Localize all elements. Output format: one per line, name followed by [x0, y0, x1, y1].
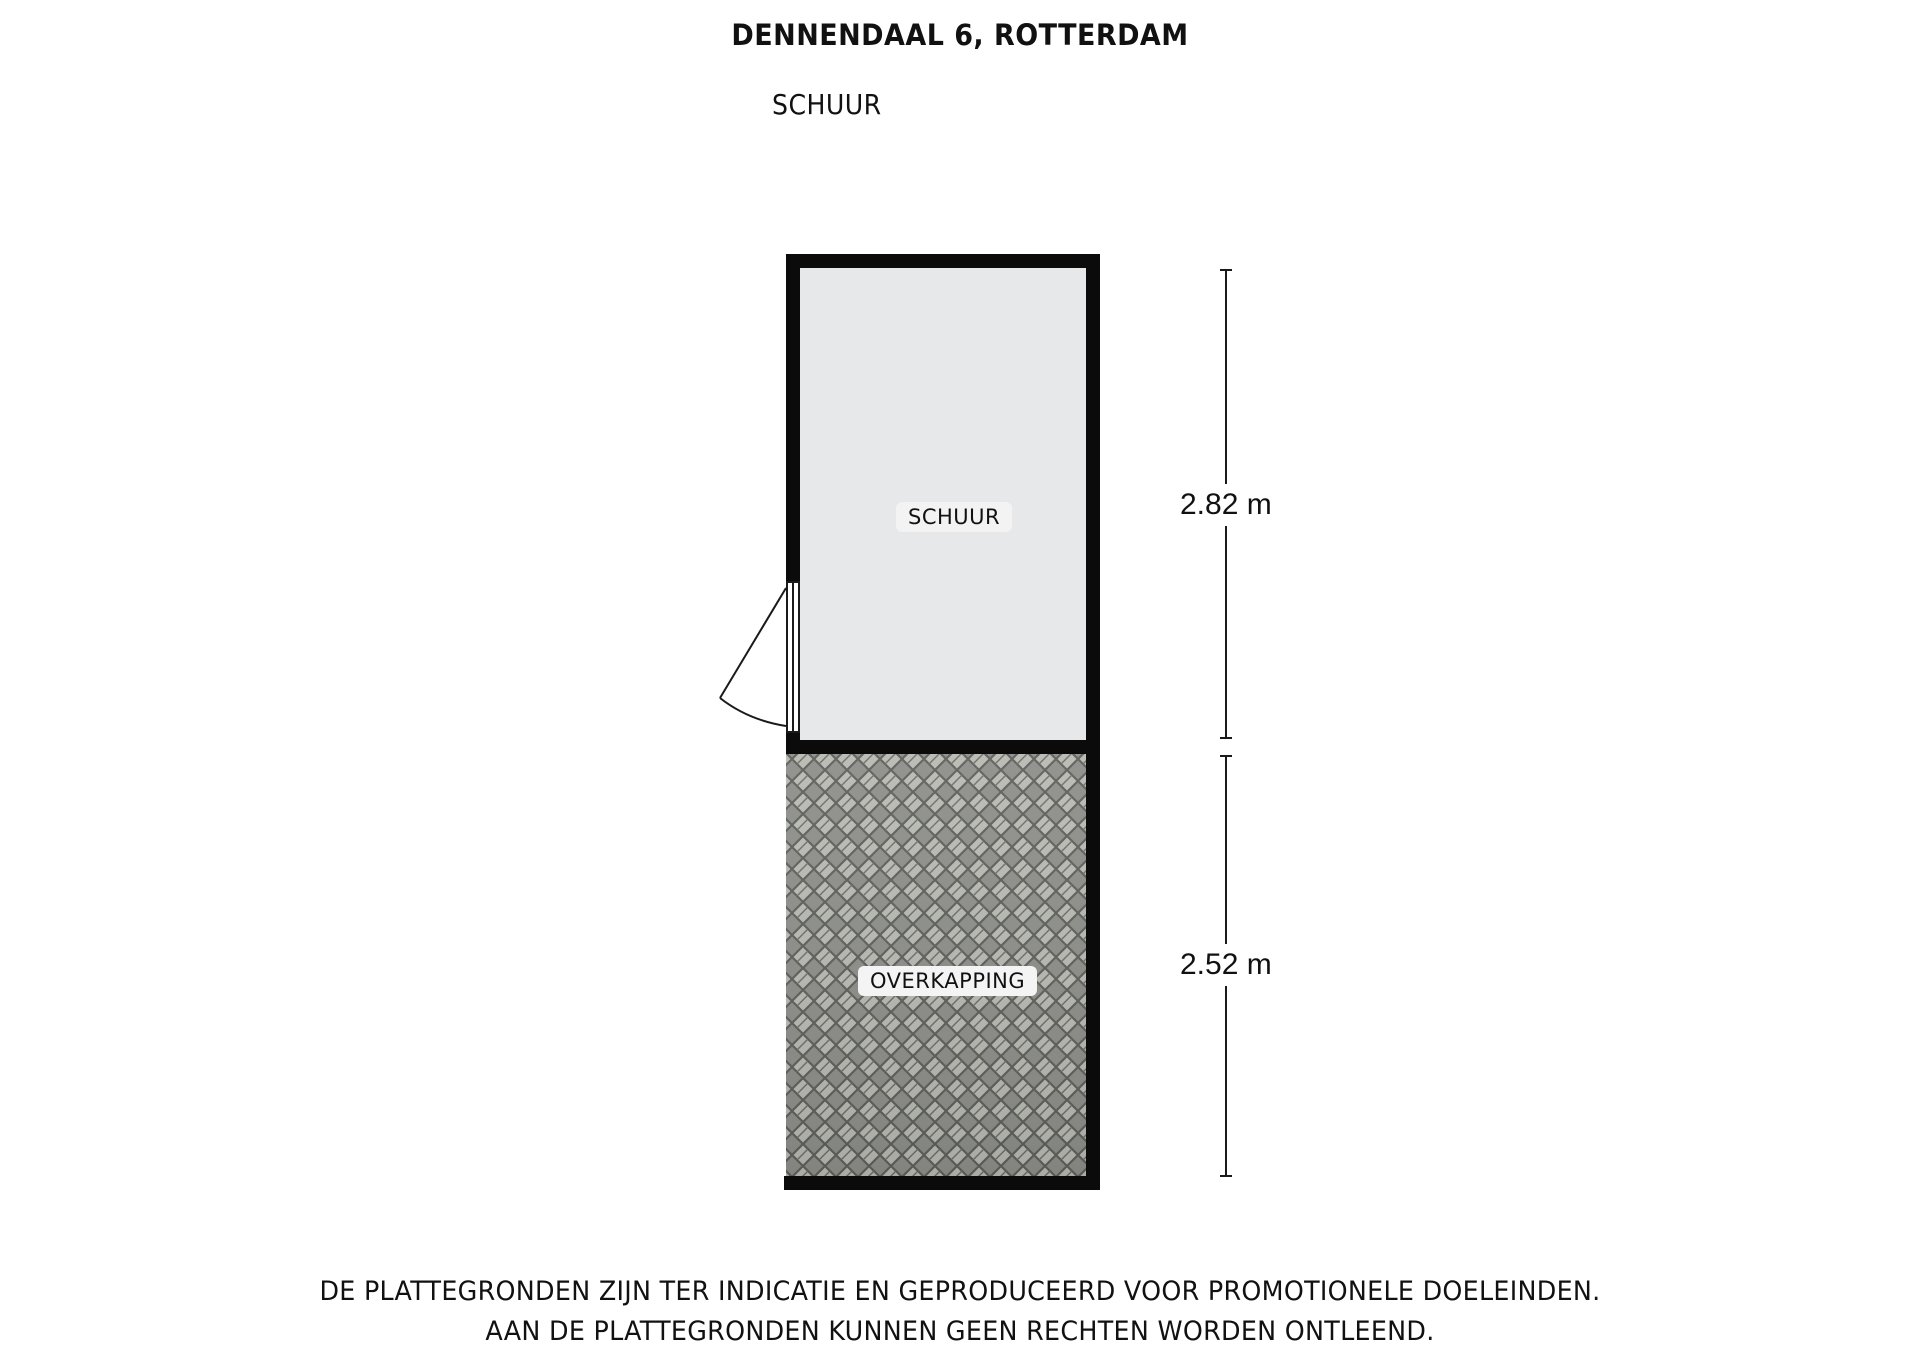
door-leaf — [720, 588, 786, 698]
door-swing-arc — [720, 698, 786, 726]
disclaimer-line-2: AAN DE PLATTEGRONDEN KUNNEN GEEN RECHTEN WORDEN ONTLEEND. — [485, 1316, 1435, 1347]
room-label-overkapping: OVERKAPPING — [858, 966, 1037, 996]
wall-middle — [786, 740, 1100, 754]
wall-top — [786, 254, 1100, 268]
page-title: DENNENDAAL 6, ROTTERDAM — [731, 18, 1189, 52]
door — [720, 582, 799, 732]
room-label-schuur: SCHUUR — [896, 502, 1012, 532]
disclaimer-line-1: DE PLATTEGRONDEN ZIJN TER INDICATIE EN GEPRODUCEERD VOOR PROMOTIONELE DOELEINDEN. — [319, 1276, 1601, 1307]
dimension-label-overkapping: 2.52 m — [1178, 944, 1274, 986]
floor-name: SCHUUR — [772, 88, 882, 121]
wall-right — [1086, 254, 1100, 1190]
wall-bottom — [784, 1176, 1100, 1190]
wall-left-upper — [786, 254, 800, 582]
dimension-label-schuur: 2.82 m — [1178, 484, 1274, 526]
dimension-lines — [1220, 270, 1232, 1176]
disclaimer — [0, 1272, 1920, 1352]
